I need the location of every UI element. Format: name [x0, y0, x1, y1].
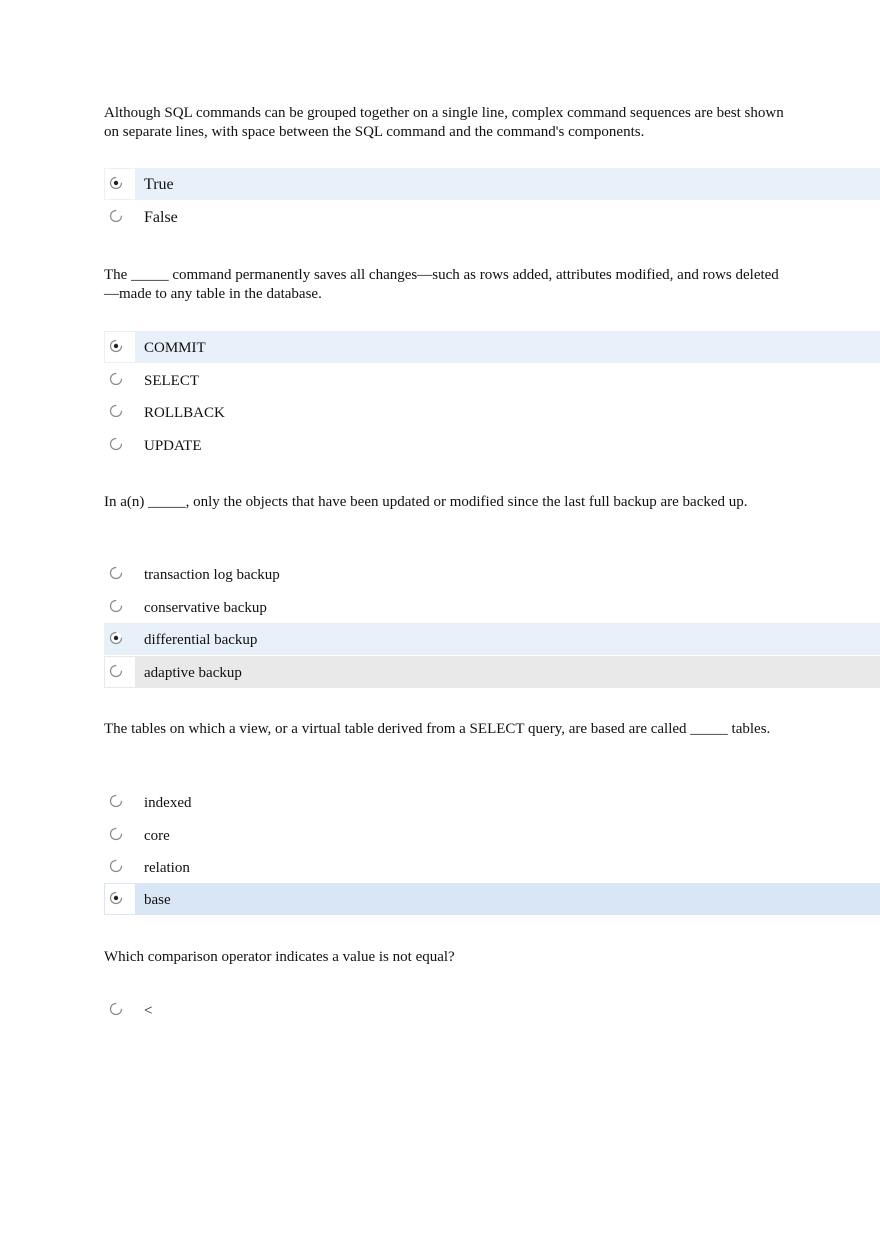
q2-option-rollback[interactable] [104, 396, 880, 428]
q3-option-transaction-log-backup[interactable] [104, 558, 880, 590]
radio-box [105, 592, 135, 622]
radio-button-icon[interactable] [109, 891, 123, 905]
radio-box [105, 995, 135, 1025]
option-label: True [144, 176, 174, 193]
radio-button-icon[interactable] [109, 794, 123, 808]
radio-box [105, 852, 135, 882]
question-4-text: The tables on which a view, or a virtual table derived from a SELECT query, are based are called _____ tables. [104, 721, 771, 737]
radio-box [105, 430, 135, 460]
radio-box [105, 559, 135, 589]
radio-box [105, 820, 135, 850]
radio-button-icon[interactable] [109, 437, 123, 451]
q2-option-commit[interactable] [104, 331, 880, 363]
radio-box [105, 397, 135, 427]
question-5-text: Which comparison operator indicates a value is not equal? [104, 949, 455, 965]
radio-button-icon[interactable] [109, 827, 123, 841]
q2-option-select[interactable] [104, 364, 880, 396]
option-label: < [144, 1003, 153, 1019]
q3-option-adaptive-backup[interactable] [104, 656, 880, 688]
radio-box [105, 657, 135, 687]
radio-box [105, 787, 135, 817]
radio-box [105, 202, 135, 232]
option-label: UPDATE [144, 438, 202, 454]
option-label: core [144, 828, 170, 844]
radio-button-icon[interactable] [109, 404, 123, 418]
option-label: differential backup [144, 632, 258, 648]
question-2-text: The _____ command permanently saves all changes—such as rows added, attributes modified, and rows deleted—made to any table in the database. [104, 267, 779, 302]
radio-button-icon[interactable] [109, 339, 123, 353]
option-label: relation [144, 860, 190, 876]
q4-option-indexed[interactable] [104, 786, 880, 818]
radio-box [105, 884, 135, 914]
q1-option-false[interactable] [104, 201, 880, 233]
q1-option-true[interactable] [104, 168, 880, 200]
option-label: adaptive backup [144, 665, 242, 681]
radio-button-icon[interactable] [109, 664, 123, 678]
question-1-text: Although SQL commands can be grouped together on a single line, complex command sequences are best shown on separate lines, with space between the SQL command and the command's components. [104, 105, 784, 140]
q2-option-update[interactable] [104, 429, 880, 461]
q4-option-relation[interactable] [104, 851, 880, 883]
radio-button-icon[interactable] [109, 372, 123, 386]
q3-option-differential-backup[interactable] [104, 623, 880, 655]
radio-button-icon[interactable] [109, 631, 123, 645]
radio-button-icon[interactable] [109, 209, 123, 223]
radio-box [105, 169, 135, 199]
radio-box [105, 624, 135, 654]
q5-option-less-than[interactable] [104, 994, 880, 1026]
option-label: False [144, 209, 178, 226]
radio-button-icon[interactable] [109, 599, 123, 613]
q3-option-conservative-backup[interactable] [104, 591, 880, 623]
option-label: base [144, 892, 171, 908]
radio-box [105, 332, 135, 362]
q4-option-base[interactable] [104, 883, 880, 915]
q4-option-core[interactable] [104, 819, 880, 851]
radio-button-icon[interactable] [109, 566, 123, 580]
radio-box [105, 365, 135, 395]
option-label: conservative backup [144, 600, 267, 616]
option-label: COMMIT [144, 340, 206, 356]
question-3-text: In a(n) _____, only the objects that have been updated or modified since the last full backup are backed up. [104, 494, 748, 510]
option-label: SELECT [144, 373, 199, 389]
option-label: ROLLBACK [144, 405, 225, 421]
radio-button-icon[interactable] [109, 176, 123, 190]
option-label: indexed [144, 795, 192, 811]
radio-button-icon[interactable] [109, 859, 123, 873]
option-label: transaction log backup [144, 567, 280, 583]
radio-button-icon[interactable] [109, 1002, 123, 1016]
